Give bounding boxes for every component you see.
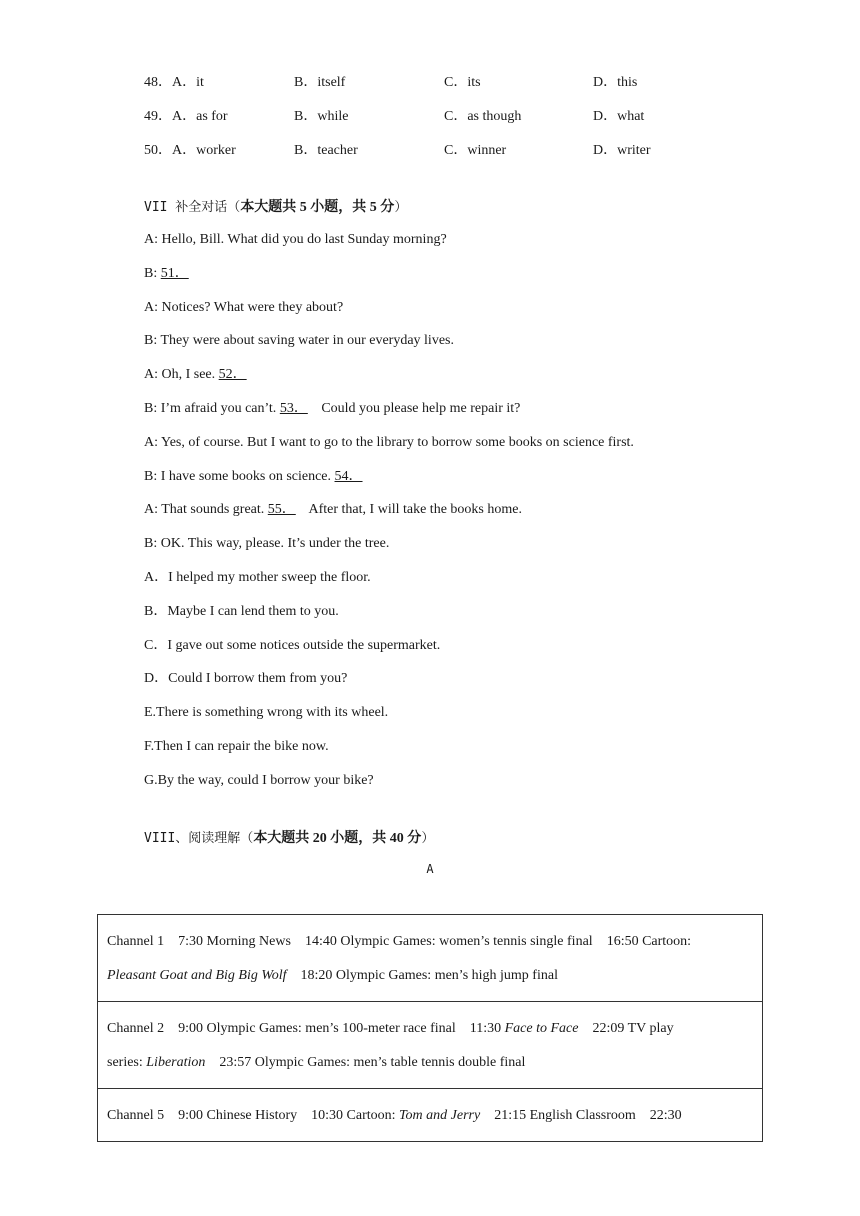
program: 16:50 Cartoon:: [606, 934, 692, 949]
option-row: [144, 72, 704, 106]
program: [107, 1055, 205, 1070]
option-c: C．as though: [444, 109, 522, 124]
dialog-line: A: Notices? What were they about?: [144, 299, 344, 315]
dialog-line: A: Hello, Bill. What did you do last Sunday morning?: [144, 232, 447, 247]
answer-blank: 55．: [267, 502, 296, 518]
table-row: [98, 1002, 763, 1089]
answer-blank: 54．: [334, 468, 363, 484]
choice-item: F.Then I can repair the bike now.: [144, 738, 329, 754]
table-row: [98, 1089, 763, 1142]
option-d: D．writer: [593, 143, 651, 158]
dialog-line: [144, 466, 784, 500]
section-title-prefix: VII 补全对话（: [144, 200, 241, 215]
choice-item: D．Could I borrow them from you?: [144, 671, 348, 687]
program-time: 10:30 Cartoon:: [311, 1108, 400, 1123]
option-row: [144, 140, 704, 174]
choice-item: C．I gave out some notices outside the supermarket.: [144, 637, 441, 653]
section-7-title: [144, 196, 407, 216]
option-d: D．this: [593, 75, 638, 90]
dialog-text: A: Oh, I see.: [144, 367, 219, 383]
program-text: series:: [107, 1055, 147, 1070]
dialog-text: A: That sounds great.: [144, 502, 268, 518]
program: 18:20 Olympic Games: men’s high jump final: [300, 968, 558, 983]
program-title: Tom and Jerry: [399, 1108, 481, 1123]
program: 9:00 Olympic Games: men’s 100-meter race final: [178, 1021, 456, 1036]
dialog-line: [144, 499, 784, 533]
option-b: B．while: [294, 109, 349, 124]
answer-blank: 52．: [218, 367, 247, 383]
program: [470, 1021, 579, 1036]
multiple-choice-options: [144, 72, 704, 174]
option-d: D．what: [593, 109, 645, 124]
dialog-text: B: I’m afraid you can’t.: [144, 400, 280, 416]
option-b: B．itself: [294, 75, 346, 90]
channel-name: Channel 2: [107, 1021, 165, 1036]
choice-item: G.By the way, could I borrow your bike?: [144, 772, 374, 788]
dialog-text: Could you please help me repair it?: [317, 400, 521, 416]
choice-item: B．Maybe I can lend them to you.: [144, 603, 339, 619]
table-row: [98, 915, 763, 1002]
program: 23:57 Olympic Games: men’s table tennis double final: [219, 1055, 526, 1070]
dialog-line: [144, 263, 784, 297]
program: 22:30: [649, 1108, 682, 1123]
dialog-text: B: I have some books on science.: [144, 468, 335, 484]
option-a: 49．A．as for: [144, 109, 228, 124]
section-title-suffix: ）: [394, 200, 408, 215]
answer-blank: 51．: [160, 265, 189, 281]
program: 21:15 English Classroom: [494, 1108, 636, 1123]
section-title-score: 本大题共 20 小题，共 40 分: [253, 831, 422, 846]
program-title: Liberation: [146, 1055, 206, 1070]
option-c: C．winner: [444, 143, 507, 158]
tv-schedule-table: [97, 914, 763, 1142]
section-8-title: [144, 827, 434, 847]
program: [311, 1108, 480, 1123]
dialog-line: B: They were about saving water in our everyday lives.: [144, 333, 454, 349]
program: 14:40 Olympic Games: women’s tennis single final: [304, 934, 593, 949]
program-time: 11:30: [469, 1021, 505, 1036]
program: 7:30 Morning News: [178, 934, 291, 949]
answer-blank: 53．: [279, 400, 308, 416]
dialog-block: [144, 229, 784, 804]
option-a: 48．A．it: [144, 75, 204, 90]
table-cell: [98, 1002, 763, 1089]
choice-item: E.There is something wrong with its wheel.: [144, 705, 389, 721]
option-b: B．teacher: [294, 143, 358, 158]
passage-label: A: [426, 862, 434, 876]
program-title: Pleasant Goat and Big Big Wolf: [107, 968, 287, 983]
channel-name: Channel 5: [107, 1108, 165, 1123]
choice-item: A．I helped my mother sweep the floor.: [144, 569, 371, 585]
dialog-line: A: Yes, of course. But I want to go to the library to borrow some books on science first.: [144, 434, 634, 450]
dialog-text: After that, I will take the books home.: [305, 502, 522, 518]
program: 22:09 TV play: [592, 1021, 674, 1036]
table-cell: [98, 915, 763, 1002]
dialog-line: [144, 398, 784, 432]
program: 9:00 Chinese History: [178, 1108, 298, 1123]
program-title: Face to Face: [504, 1021, 579, 1036]
section-title-score: 本大题共 5 小题，共 5 分: [240, 200, 395, 215]
option-a: 50．A．worker: [144, 143, 236, 158]
dialog-line: B: OK. This way, please. It’s under the tree.: [144, 536, 390, 552]
option-row: [144, 106, 704, 140]
dialog-text: B:: [144, 265, 161, 281]
option-c: C．its: [444, 75, 481, 90]
section-title-prefix: VIII、阅读理解（: [144, 831, 254, 846]
section-title-suffix: ）: [421, 831, 435, 846]
dialog-line: [144, 364, 784, 398]
table-cell: [98, 1089, 763, 1142]
channel-name: Channel 1: [107, 934, 165, 949]
